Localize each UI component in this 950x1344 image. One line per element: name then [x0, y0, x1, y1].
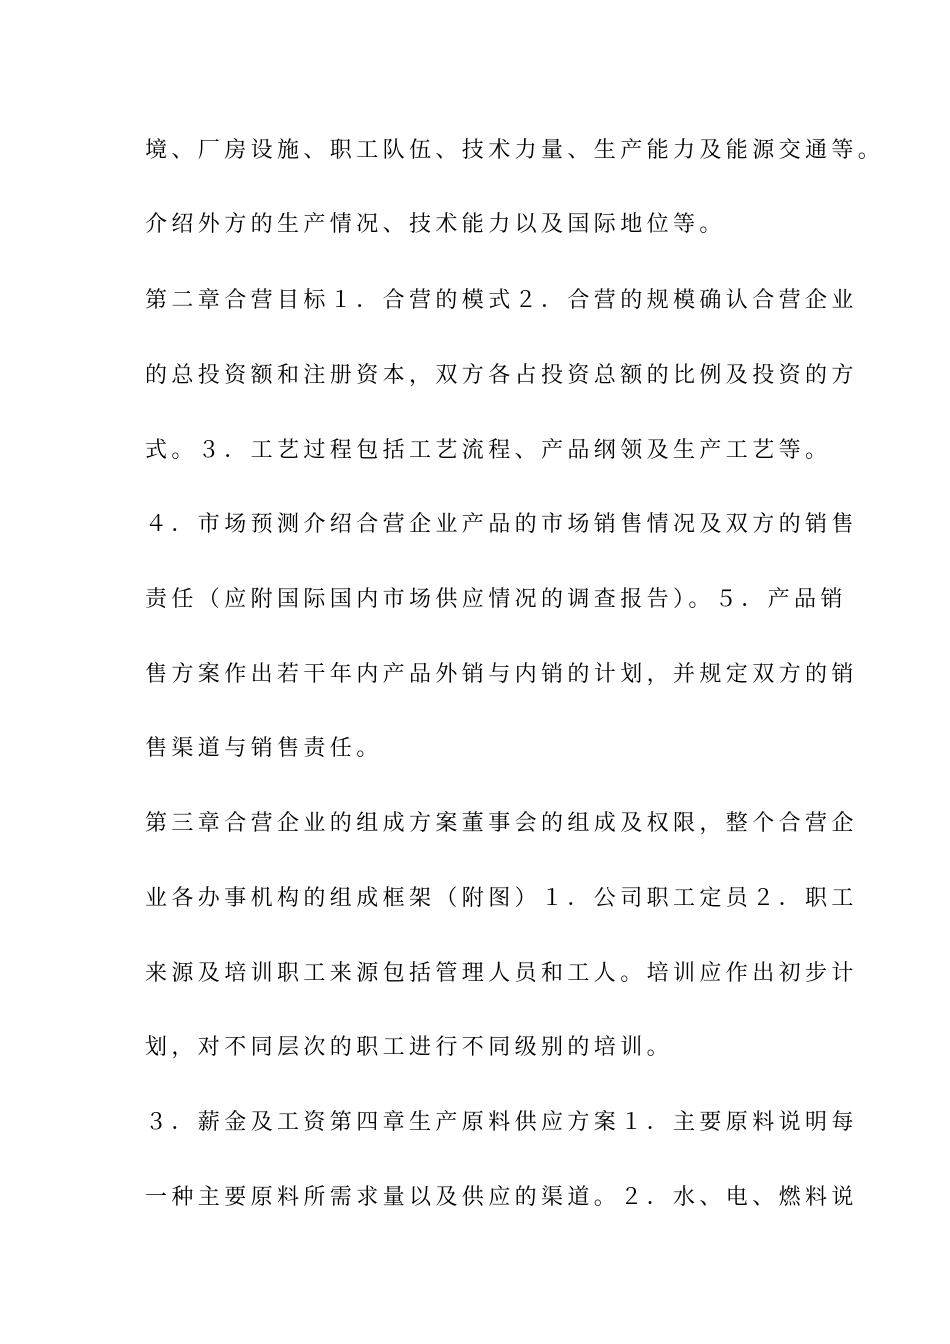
text-line: 业各办事机构的组成框架（附图）１．公司职工定员２．职工	[145, 886, 858, 911]
text-line: 第二章合营目标１．合营的模式２．合营的规模确认合营企业	[145, 288, 858, 313]
text-line: 第三章合营企业的组成方案董事会的组成及权限，整个合营企	[145, 811, 858, 836]
text-line: 来源及培训职工来源包括管理人员和工人。培训应作出初步计	[145, 961, 858, 986]
text-line: 售方案作出若干年内产品外销与内销的计划，并规定双方的销	[145, 662, 858, 687]
text-line: 式。３．工艺过程包括工艺流程、产品纲领及生产工艺等。	[145, 438, 832, 463]
text-line: 一种主要原料所需求量以及供应的渠道。２．水、电、燃料说	[145, 1185, 858, 1210]
text-line: 责任（应附国际国内市场供应情况的调查报告）。５．产品销	[145, 587, 847, 612]
text-line: ３．薪金及工资第四章生产原料供应方案１．主要原料说明每	[145, 1110, 858, 1135]
text-line: 境、厂房设施、职工队伍、技术力量、生产能力及能源交通等。	[145, 138, 885, 163]
text-line: 介绍外方的生产情况、技术能力以及国际地位等。	[145, 212, 726, 237]
text-line: 划，对不同层次的职工进行不同级别的培训。	[145, 1035, 674, 1060]
text-line: 的总投资额和注册资本，双方各占投资总额的比例及投资的方	[145, 363, 858, 388]
text-line: ４．市场预测介绍合营企业产品的市场销售情况及双方的销售	[145, 512, 858, 537]
text-line: 售渠道与销售责任。	[145, 736, 383, 761]
